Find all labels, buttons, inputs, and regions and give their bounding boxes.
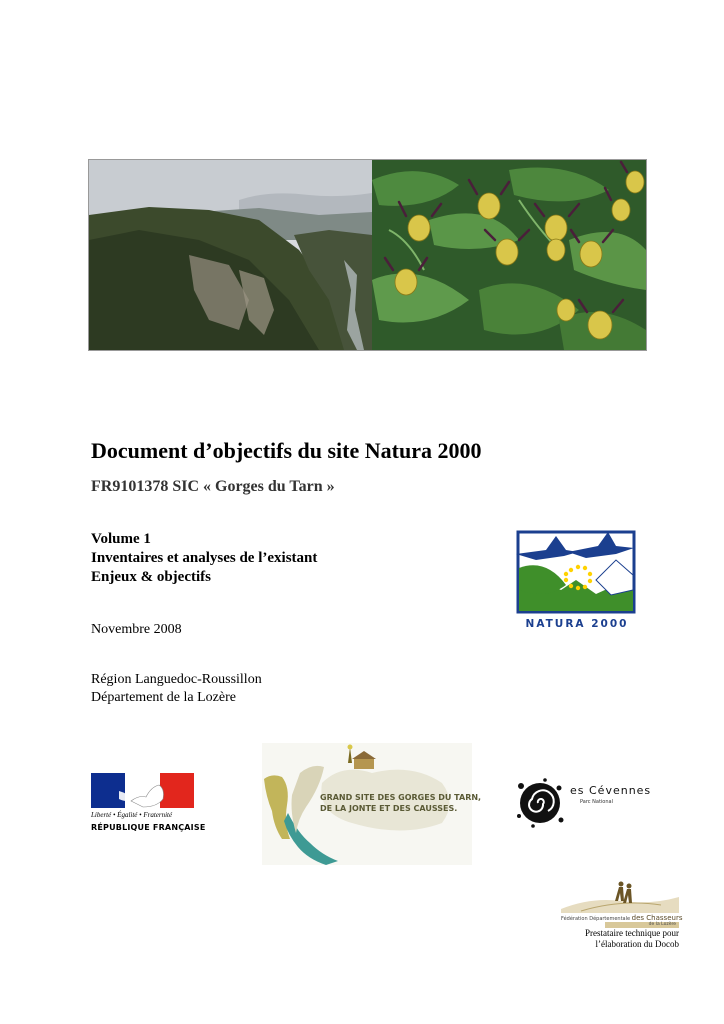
- federation-lozere-band: de la Lozère: [605, 922, 679, 928]
- volume-topic-2: Enjeux & objectifs: [91, 569, 211, 585]
- grand-site-gorges-logo: [262, 743, 482, 865]
- orchid-photo: [372, 160, 646, 350]
- technical-provider-caption: [539, 928, 679, 950]
- volume-label: Volume 1: [91, 531, 151, 547]
- natura-logo-text: NATURA 2000: [525, 618, 629, 630]
- republic-name: RÉPUBLIQUE FRANÇAISE: [91, 823, 206, 832]
- spiral-emblem-icon: [515, 778, 567, 828]
- document-title: Document d’objectifs du site Natura 2000: [91, 438, 482, 463]
- publication-date: Novembre 2008: [91, 622, 182, 637]
- natura-2000-logo: [516, 530, 638, 630]
- republic-motto: Liberté • Égalité • Fraternité: [91, 811, 173, 819]
- parc-cevennes-logo: [515, 778, 650, 828]
- grand-site-line-1: GRAND SITE DES GORGES DU TARN,: [320, 793, 482, 802]
- volume-topic-1: Inventaires et analyses de l’existant: [91, 550, 318, 566]
- federation-name-strong: des Chasseurs: [631, 914, 683, 922]
- cevennes-subtitle: Parc National: [580, 799, 613, 805]
- federation-name-prefix: Fédération Départementale: [561, 916, 631, 922]
- federation-chasseurs-logo: [561, 875, 683, 953]
- gorges-landscape-photo: [89, 160, 372, 350]
- provider-caption-line-1: Prestataire technique pour: [585, 928, 679, 938]
- department-name: Département de la Lozère: [91, 690, 236, 705]
- cevennes-name: es Cévennes: [570, 784, 652, 797]
- grand-site-text: [320, 792, 481, 814]
- hunters-landscape-icon: [561, 875, 679, 913]
- site-code-subtitle: FR9101378 SIC « Gorges du Tarn »: [91, 478, 335, 495]
- republique-francaise-logo: [91, 773, 206, 835]
- grand-site-line-2: DE LA JONTE ET DES CAUSSES.: [320, 804, 458, 813]
- cover-photo-strip: [88, 159, 647, 351]
- federation-name: [561, 914, 683, 922]
- provider-caption-line-2: l’élaboration du Docob: [595, 939, 679, 949]
- region-name: Région Languedoc-Roussillon: [91, 672, 262, 687]
- natura-birds-stars-icon: [516, 530, 638, 616]
- marianne-flag-icon: [91, 773, 194, 808]
